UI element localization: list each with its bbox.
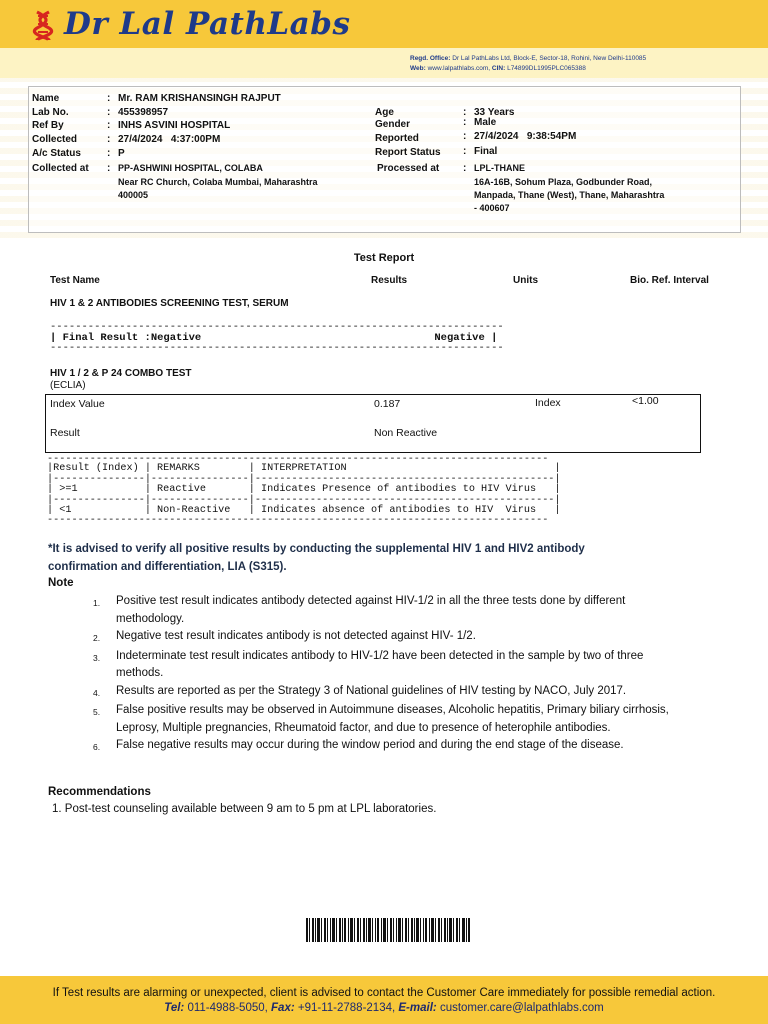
- screening-rule-bottom: ------------------------------------------------------------------------: [50, 342, 504, 354]
- note-item: [93, 702, 683, 737]
- index-value-label: Index Value: [50, 398, 105, 410]
- index-ref-interval: <1.00: [632, 395, 659, 407]
- regd-value: Dr Lal PathLabs Ltd, Block-E, Sector-18, Rohini, New Delhi-110085: [452, 55, 647, 62]
- report-status-label: Report Status: [375, 147, 441, 158]
- ref-by-value: INHS ASVINI HOSPITAL: [118, 120, 231, 131]
- recommendation-item: 1. Post-test counseling available between 9 am to 5 pm at LPL laboratories.: [52, 803, 437, 815]
- interp-header-row: |Result (Index) | REMARKS | INTERPRETATION |: [47, 463, 561, 474]
- result-value: Non Reactive: [374, 427, 438, 439]
- note-text: False positive results may be observed in Autoimmune diseases, Alcoholic hepatitis, Primary biliary cirrhosis, Leprosy, Multiple pregnancies, Rheumatoid factor, and due to presence of heterophile antibodies.: [116, 704, 669, 734]
- footer-advisory: If Test results are alarming or unexpected, client is advised to contact the Customer Care immediately for possible remedial action.: [52, 987, 716, 999]
- ac-status-label: A/c Status: [32, 148, 81, 159]
- note-text: Positive test result indicates antibody detected against HIV-1/2 in all the three tests done by different methodology.: [116, 595, 626, 625]
- note-heading: Note: [48, 577, 74, 589]
- fax-label: Fax:: [271, 1002, 295, 1014]
- interp-row-non-reactive: | <1 | Non-Reactive | Indicates absence of antibodies to HIV Virus |: [47, 505, 561, 516]
- note-text: Results are reported as per the Strategy 3 of National guidelines of HIV testing by NACO, July 2017.: [116, 684, 627, 697]
- interp-line: |---------------|----------------|-------------------------------------------------|: [47, 474, 561, 485]
- colon: :: [107, 107, 111, 118]
- note-number: 4.: [93, 687, 101, 698]
- collected-at-address: Near RC Church, Colaba Mumbai, Maharashtra 400005: [118, 177, 318, 200]
- note-item: [93, 683, 683, 703]
- note-number: 5.: [93, 707, 101, 717]
- tel-label: Tel:: [164, 1002, 185, 1014]
- name-value: Mr. RAM KRISHANSINGH RAJPUT: [118, 93, 281, 104]
- note-number: 1.: [93, 598, 101, 608]
- combo-method: (ECLIA): [50, 380, 86, 391]
- note-text: Negative test result indicates antibody is not detected against HIV- 1/2.: [116, 630, 476, 642]
- result-label: Result: [50, 427, 80, 439]
- ref-by-label: Ref By: [32, 120, 64, 131]
- tel-value[interactable]: 011-4988-5050,: [187, 1002, 268, 1014]
- col-results: Results: [371, 275, 408, 286]
- brand-logo-text: Dr Lal PathLabs: [64, 6, 351, 42]
- dna-logo-icon: [32, 10, 54, 42]
- web-link[interactable]: www.lalpathlabs.com,: [427, 65, 491, 72]
- recommendations-heading: Recommendations: [48, 786, 151, 798]
- processed-at-address: 16A-16B, Sohum Plaza, Godbunder Road, Manpada, Thane (West), Thane, Maharashtra - 400607: [474, 177, 665, 213]
- age-value: 33 Years: [474, 107, 515, 118]
- interp-line: ----------------------------------------------------------------------------------: [47, 454, 549, 465]
- email-link[interactable]: customer.care@lalpathlabs.com: [439, 1002, 604, 1014]
- interp-row-reactive: | >=1 | Reactive | Indicates Presence of antibodies to HIV Virus |: [47, 484, 561, 495]
- age-label: Age: [375, 107, 394, 118]
- colon: :: [107, 120, 111, 131]
- col-test-name: Test Name: [50, 275, 100, 286]
- report-status-value: Final: [474, 146, 498, 157]
- lab-no-label: Lab No.: [32, 107, 69, 118]
- barcode-icon: [306, 918, 471, 942]
- collected-at-label: Collected at: [32, 163, 89, 174]
- reported-label: Reported: [375, 133, 419, 144]
- gender-value: Male: [474, 117, 497, 128]
- footer-bar: [0, 976, 768, 1024]
- lab-no-value: 455398957: [118, 107, 169, 118]
- cin-value: L74899DL1995PLC065388: [507, 65, 586, 72]
- screening-test-title: HIV 1 & 2 ANTIBODIES SCREENING TEST, SERUM: [50, 298, 289, 309]
- report-title: Test Report: [353, 252, 415, 264]
- colon: :: [463, 146, 467, 157]
- col-units: Units: [513, 275, 538, 286]
- final-result-line: | Final Result :Negative Negative |: [50, 332, 498, 344]
- colon: :: [463, 107, 467, 118]
- processed-at-label: Processed at: [377, 163, 440, 174]
- cin-label: CIN:: [491, 65, 506, 72]
- note-text: Indeterminate test result indicates antibody to HIV-1/2 have been detected in the sample by two of three methods.: [116, 649, 644, 679]
- note-text: False negative results may occur during the window period and during the end stage of the disease.: [116, 739, 624, 751]
- footer-contact: [0, 1002, 768, 1014]
- col-ref-interval: Bio. Ref. Interval: [630, 275, 709, 286]
- combo-test-title: HIV 1 / 2 & P 24 COMBO TEST: [50, 368, 192, 379]
- processed-at-value: LPL-THANE: [474, 163, 525, 173]
- note-number: 3.: [93, 652, 101, 663]
- colon: :: [107, 148, 111, 159]
- colon: :: [107, 93, 111, 104]
- advice-text: *It is advised to verify all positive results by conducting the supplemental HIV 1 and HIV2 antibody confirmation and differentiation, LIA (S315).: [48, 543, 585, 573]
- index-value: 0.187: [374, 398, 401, 410]
- colon: :: [107, 163, 111, 174]
- note-item: [93, 628, 683, 648]
- colon: :: [463, 131, 467, 142]
- note-item: [93, 648, 683, 683]
- fax-value: +91-11-2788-2134,: [297, 1002, 396, 1014]
- colon: :: [107, 134, 111, 145]
- combo-result-box: [45, 394, 701, 453]
- note-number: 2.: [93, 633, 101, 643]
- header-subbar: [0, 48, 768, 78]
- collected-label: Collected: [32, 134, 78, 145]
- email-label: E-mail:: [398, 1002, 437, 1014]
- collected-value: 27/4/2024 4:37:00PM: [118, 134, 221, 145]
- colon: :: [463, 163, 467, 174]
- regd-label: Regd. Office:: [410, 55, 451, 62]
- name-label: Name: [32, 93, 60, 104]
- screening-rule-top: ------------------------------------------------------------------------: [50, 321, 504, 333]
- registered-office-info: [410, 54, 646, 74]
- interp-line: |---------------|----------------|-------------------------------------------------|: [47, 495, 561, 506]
- colon: :: [463, 117, 467, 128]
- ac-status-value: P: [118, 148, 125, 159]
- notes-list: [93, 593, 683, 757]
- web-label: Web:: [410, 65, 426, 72]
- note-number: 6.: [93, 742, 101, 752]
- collected-at-value: PP-ASHWINI HOSPITAL, COLABA: [118, 163, 263, 173]
- gender-label: Gender: [375, 119, 411, 130]
- index-unit: Index: [535, 397, 561, 409]
- reported-value: 27/4/2024 9:38:54PM: [474, 131, 577, 142]
- interp-line: ----------------------------------------------------------------------------------: [47, 515, 549, 526]
- note-item: [93, 593, 683, 628]
- note-item: [93, 737, 683, 757]
